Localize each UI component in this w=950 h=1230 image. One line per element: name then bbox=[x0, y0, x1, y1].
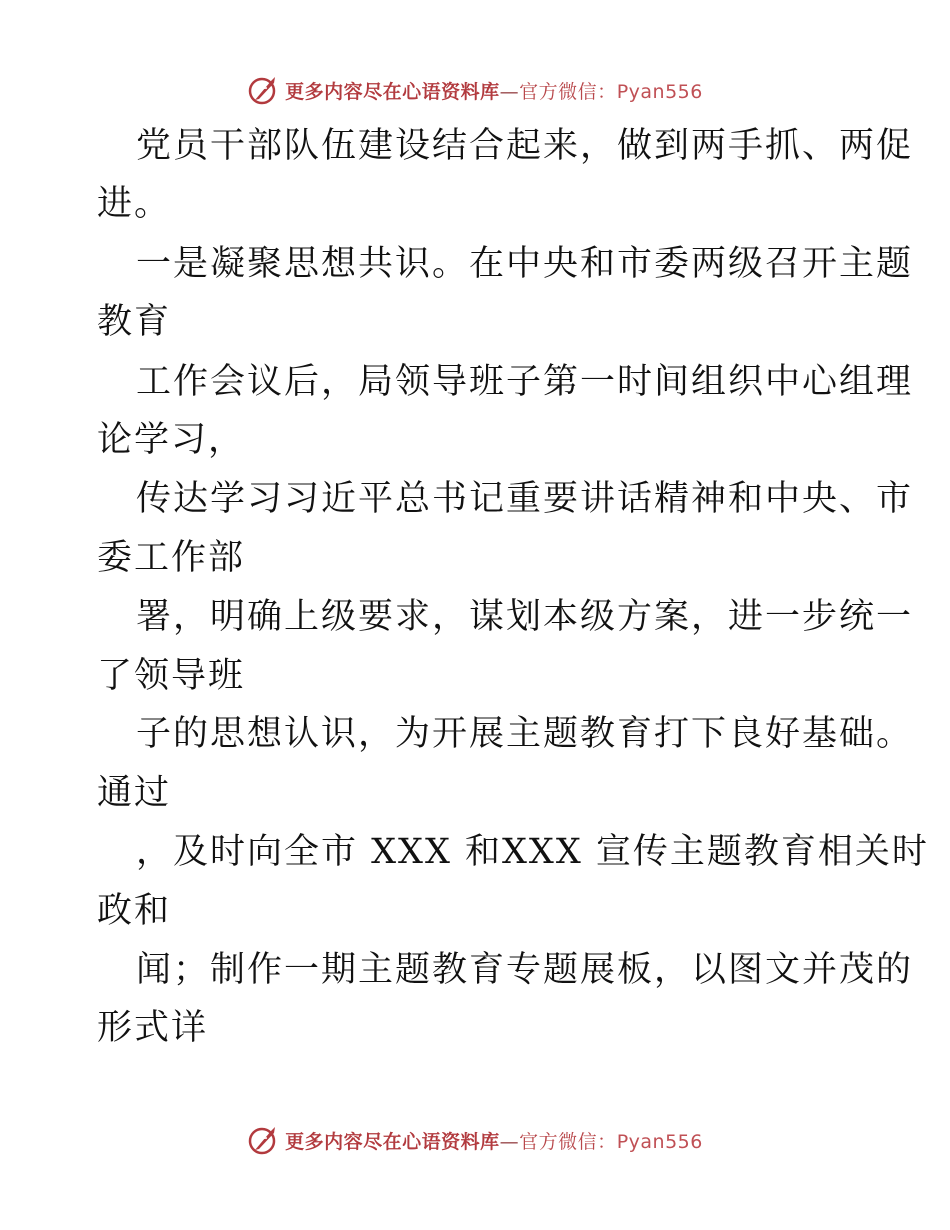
text-line: 了领导班 bbox=[97, 656, 246, 696]
text-line: 进。 bbox=[97, 184, 172, 224]
text-line: 论学习， bbox=[97, 420, 246, 460]
text-line: 工作会议后，局领导班子第一时间组织中心组理 bbox=[136, 362, 914, 402]
header-dash: — bbox=[499, 80, 520, 103]
text-line: 传达学习习近平总书记重要讲话精神和中央、市 bbox=[136, 479, 914, 519]
header-banner bbox=[0, 70, 950, 110]
footer-banner-text bbox=[285, 1127, 703, 1154]
text-line: 委工作部 bbox=[97, 538, 246, 578]
text-line: 政和 bbox=[97, 891, 172, 931]
footer-wechat-label: 官方微信： bbox=[519, 1130, 617, 1153]
text-line: ，及时向全市 XXX 和XXX 宣传主题教育相关时 bbox=[136, 832, 929, 872]
footer-banner bbox=[0, 1120, 950, 1160]
text-line: 党员干部队伍建设结合起来，做到两手抓、两促 bbox=[136, 126, 914, 166]
text-line: 一是凝聚思想共识。在中央和市委两级召开主题 bbox=[136, 244, 914, 284]
quill-pen-logo-icon bbox=[247, 1123, 281, 1157]
text-line: 闻；制作一期主题教育专题展板，以图文并茂的 bbox=[136, 950, 914, 990]
header-wechat-label: 官方微信： bbox=[519, 80, 617, 103]
footer-handle: Pyan556 bbox=[616, 1130, 703, 1153]
header-banner-text bbox=[285, 77, 703, 104]
text-line: 子的思想认识，为开展主题教育打下良好基础。 bbox=[136, 714, 914, 754]
text-line: 署，明确上级要求，谋划本级方案，进一步统一 bbox=[136, 597, 914, 637]
text-line: 形式详 bbox=[97, 1008, 209, 1048]
footer-dash: — bbox=[499, 1130, 520, 1153]
text-line: 教育 bbox=[97, 302, 172, 342]
footer-brand: 更多内容尽在心语资料库 bbox=[285, 1130, 500, 1153]
header-handle: Pyan556 bbox=[616, 80, 703, 103]
quill-pen-logo-icon bbox=[247, 73, 281, 107]
text-line: 通过 bbox=[97, 773, 172, 813]
header-brand: 更多内容尽在心语资料库 bbox=[285, 80, 500, 103]
